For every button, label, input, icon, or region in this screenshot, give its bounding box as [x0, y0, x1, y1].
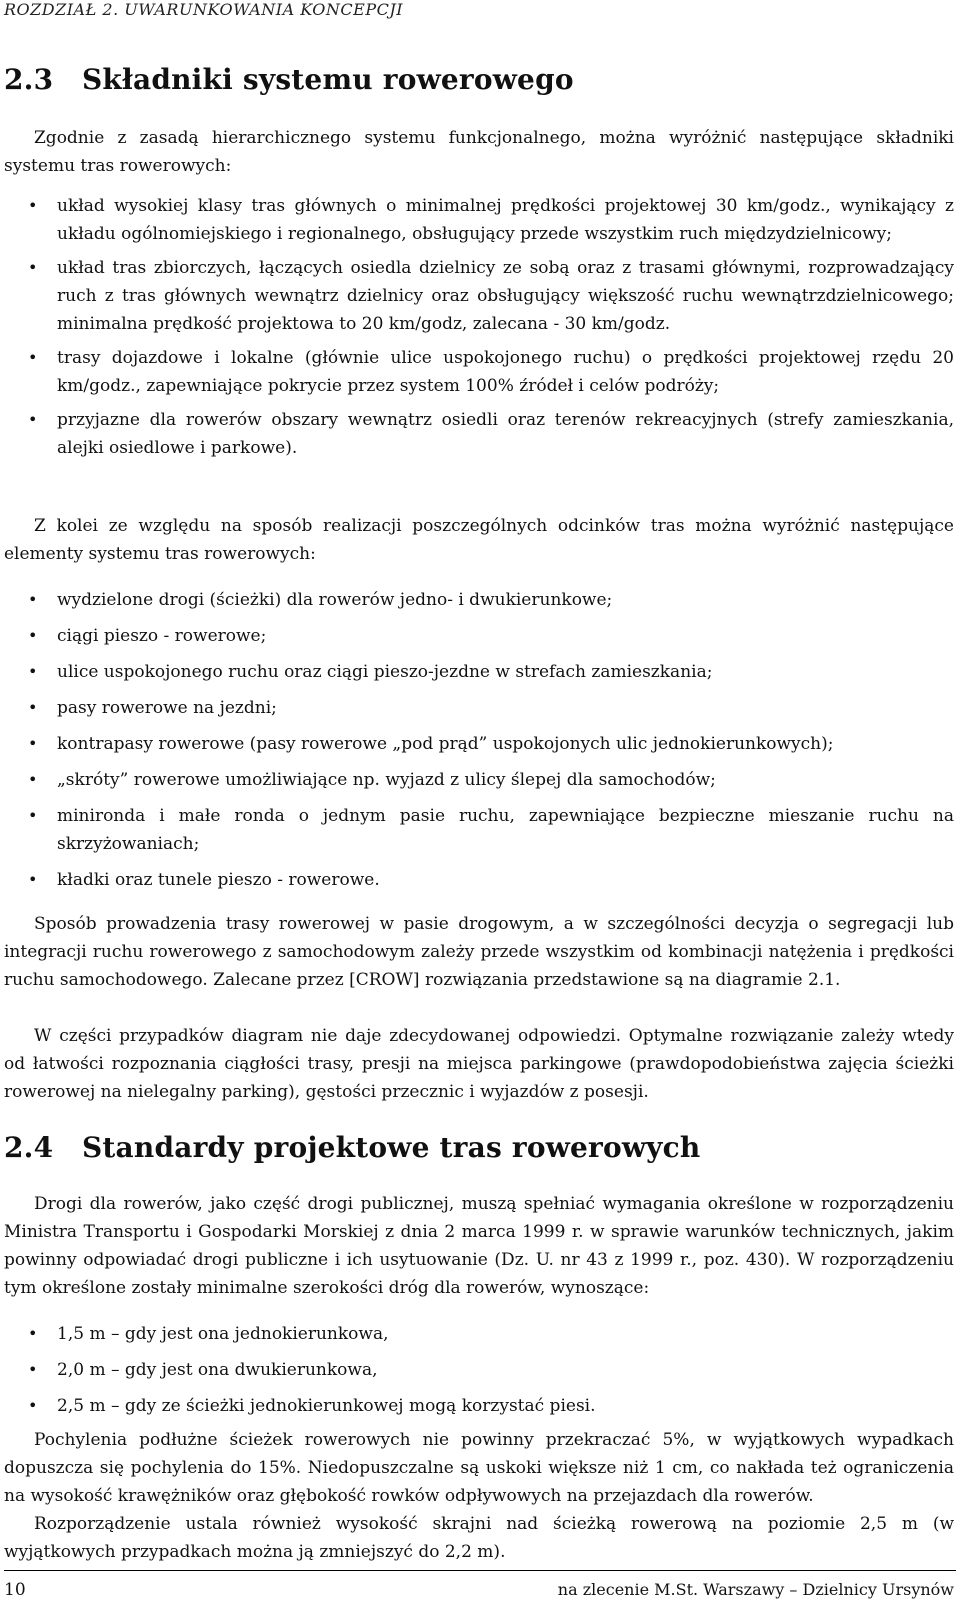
list-item: • 2,5 m – gdy ze ścieżki jednokierunkowej mogą korzystać piesi.	[4, 1392, 954, 1420]
section-2-3-heading	[4, 62, 574, 98]
list-item: • pasy rowerowe na jezdni;	[4, 694, 954, 722]
section-number: 2.3	[4, 63, 54, 96]
list-item: • trasy dojazdowe i lokalne (głównie ulice uspokojonego ruchu) o prędkości projektowej rzędu 20 km/godz., zapewniające pokrycie przez system 100% źródeł i celów podróży;	[4, 344, 954, 400]
route-elements-list	[4, 586, 954, 902]
bullet-icon: •	[28, 590, 38, 609]
bullet-icon: •	[28, 348, 38, 367]
list-item: • przyjazne dla rowerów obszary wewnątrz osiedli oraz terenów rekreacyjnych (strefy zamieszkania, alejki osiedlowe i parkowe).	[4, 406, 954, 462]
list-item: • ciągi pieszo - rowerowe;	[4, 622, 954, 650]
bullet-icon: •	[28, 698, 38, 717]
system-components-list	[4, 192, 954, 468]
running-head: ROZDZIAŁ 2. UWARUNKOWANIA KONCEPCJI	[4, 0, 404, 19]
paragraph: Pochylenia podłużne ścieżek rowerowych nie powinny przekraczać 5%, w wyjątkowych wypadkach dopuszcza się pochylenia do 15%. Niedopuszczalne są uskoki większe niż 1 cm, co nakłada też ograniczenia na wysokość krawężników oraz głębokość rowków odpływowych na przejazdach dla rowerów.	[4, 1430, 954, 1506]
list-item: • układ tras zbiorczych, łączących osiedla dzielnicy ze sobą oraz z trasami głównymi, rozprowadzający ruch z tras głównych wewnątrz dzielnicy oraz obsługujący większość ruchu wewnątrzdzielnicowego; minimalna prędkość projektowa to 20 km/godz, zalecana - 30 km/godz.	[4, 254, 954, 338]
intro-paragraph: Zgodnie z zasadą hierarchicznego systemu funkcjonalnego, można wyróżnić następujące składniki systemu tras rowerowych:	[4, 128, 954, 176]
bullet-icon: •	[28, 258, 38, 277]
list-item: • kontrapasy rowerowe (pasy rowerowe „pod prąd” uspokojonych ulic jednokierunkowych);	[4, 730, 954, 758]
bullet-icon: •	[28, 662, 38, 681]
paragraph: Sposób prowadzenia trasy rowerowej w pasie drogowym, a w szczególności decyzja o segregacji lub integracji ruchu rowerowego z samochodowym zależy przede wszystkim od kombinacji natężenia i prędkości ruchu samochodowego. Zalecane przez [CROW] rozwiązania przedstawione są na diagramie 2.1.	[4, 914, 954, 990]
list-item: • kładki oraz tunele pieszo - rowerowe.	[4, 866, 954, 894]
bullet-icon: •	[28, 806, 38, 825]
bullet-icon: •	[28, 626, 38, 645]
bullet-icon: •	[28, 1360, 38, 1379]
paragraph: W części przypadków diagram nie daje zdecydowanej odpowiedzi. Optymalne rozwiązanie zależy wtedy od łatwości rozpoznania ciągłości trasy, presji na miejsca parkingowe (prawdopodobieństwa zajęcia ścieżki rowerowej na nielegalny parking), gęstości przecznic i wyjazdów z posesji.	[4, 1026, 954, 1102]
min-widths-list	[4, 1320, 954, 1428]
paragraph: Drogi dla rowerów, jako część drogi publicznej, muszą spełniać wymagania określone w rozporządzeniu Ministra Transportu i Gospodarki Morskiej z dnia 2 marca 1999 r. w sprawie warunków technicznych, jakim powinny odpowiadać drogi publiczne i ich usytuowanie (Dz. U. nr 43 z 1999 r., poz. 430). W rozporządzeniu tym określone zostały minimalne szerokości dróg dla rowerów, wynoszące:	[4, 1194, 954, 1298]
paragraph: Rozporządzenie ustala również wysokość skrajni nad ścieżką rowerową na poziomie 2,5 m (w wyjątkowych przypadkach można ją zmniejszyć do 2,2 m).	[4, 1514, 954, 1562]
section-title-text: Składniki systemu rowerowego	[82, 63, 574, 96]
document-page	[4, 0, 956, 1624]
footer-text: na zlecenie M.St. Warszawy – Dzielnicy Ursynów	[557, 1580, 954, 1599]
section-2-4-heading	[4, 1130, 700, 1166]
list-item: • 2,0 m – gdy jest ona dwukierunkowa,	[4, 1356, 954, 1384]
bullet-icon: •	[28, 410, 38, 429]
list-item: • „skróty” rowerowe umożliwiające np. wyjazd z ulicy ślepej dla samochodów;	[4, 766, 954, 794]
bullet-icon: •	[28, 1324, 38, 1343]
section-title-text: Standardy projektowe tras rowerowych	[82, 1131, 701, 1164]
bullet-icon: •	[28, 770, 38, 789]
list-item: • 1,5 m – gdy jest ona jednokierunkowa,	[4, 1320, 954, 1348]
bullet-icon: •	[28, 734, 38, 753]
list-item: • wydzielone drogi (ścieżki) dla rowerów jedno- i dwukierunkowe;	[4, 586, 954, 614]
section-number: 2.4	[4, 1131, 54, 1164]
list-item: • minironda i małe ronda o jednym pasie ruchu, zapewniające bezpieczne mieszanie ruchu na skrzyżowaniach;	[4, 802, 954, 858]
page-number: 10	[4, 1580, 26, 1600]
paragraph: Z kolei ze względu na sposób realizacji poszczególnych odcinków tras można wyróżnić następujące elementy systemu tras rowerowych:	[4, 516, 954, 564]
bullet-icon: •	[28, 196, 38, 215]
list-item: • układ wysokiej klasy tras głównych o minimalnej prędkości projektowej 30 km/godz., wynikający z układu ogólnomiejskiego i regionalnego, obsługujący przede wszystkim ruch międzydzielnicowy;	[4, 192, 954, 248]
bullet-icon: •	[28, 870, 38, 889]
bullet-icon: •	[28, 1396, 38, 1415]
list-item: • ulice uspokojonego ruchu oraz ciągi pieszo-jezdne w strefach zamieszkania;	[4, 658, 954, 686]
footer-divider	[4, 1570, 956, 1571]
